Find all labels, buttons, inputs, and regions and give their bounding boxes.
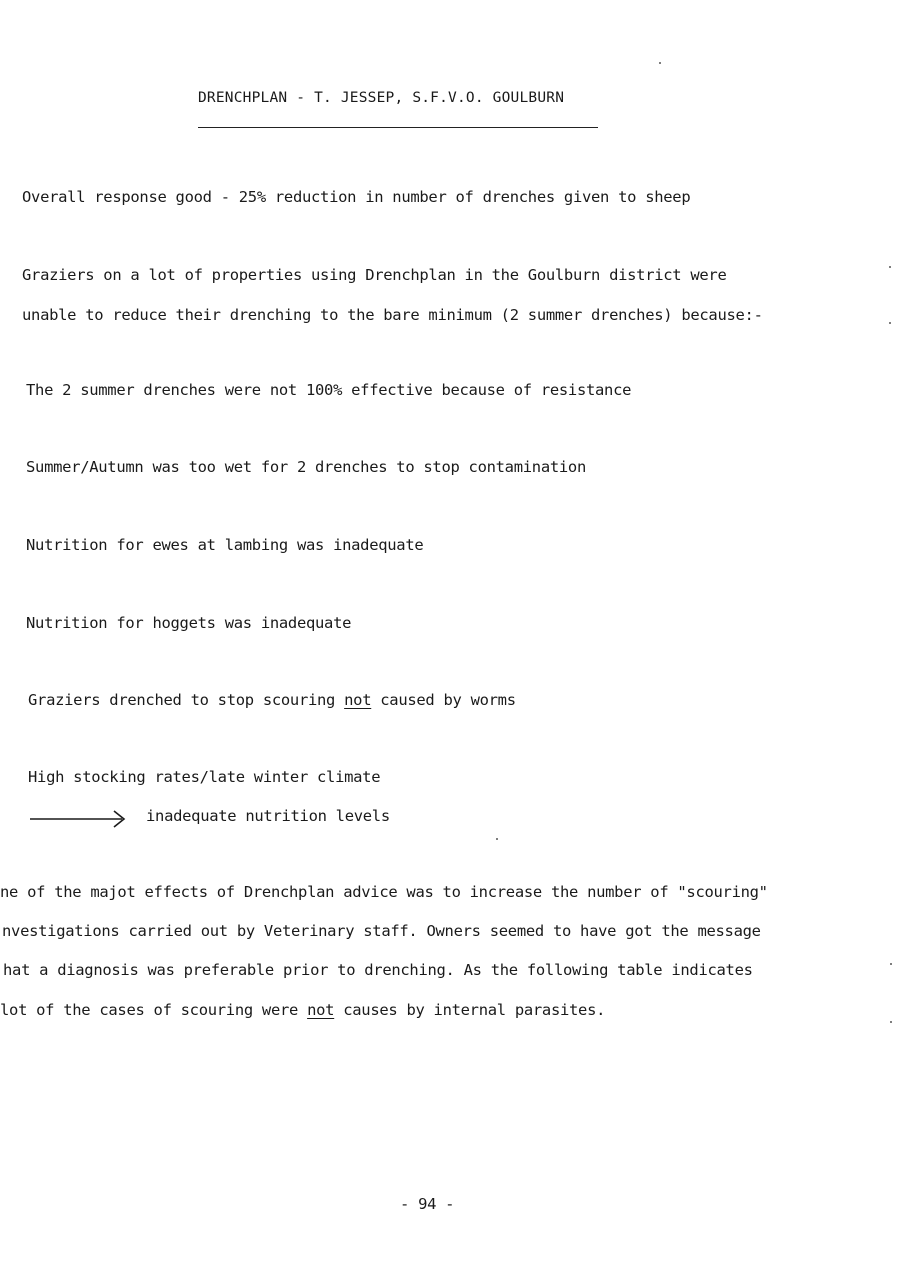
effects-line-4-end: causes by internal parasites. <box>334 1001 606 1019</box>
effects-paragraph-line-3: hat a diagnosis was preferable prior to drenching. As the following table indicates <box>3 961 753 979</box>
document-title: DRENCHPLAN - T. JESSEP, S.F.V.O. GOULBURN <box>198 90 565 106</box>
scan-speck <box>496 838 498 840</box>
title-underline <box>198 127 598 128</box>
reason-scouring-text-end: caused by worms <box>371 691 516 709</box>
emphasis-not: not <box>344 691 372 709</box>
stocking-result: inadequate nutrition levels <box>146 807 390 825</box>
right-arrow-icon <box>30 808 130 830</box>
effects-paragraph-line-4 <box>0 1001 605 1019</box>
graziers-paragraph-line-2: unable to reduce their drenching to the bare minimum (2 summer drenches) because:- <box>22 306 763 324</box>
reason-scouring <box>28 691 516 709</box>
reason-stocking-rates: High stocking rates/late winter climate <box>28 768 381 786</box>
effects-line-4-start: lot of the cases of scouring were <box>0 1001 308 1019</box>
scan-speck <box>889 266 891 268</box>
reason-wet-season: Summer/Autumn was too wet for 2 drenches to stop contamination <box>26 458 586 476</box>
reason-scouring-text-start: Graziers drenched to stop scouring <box>28 691 345 709</box>
effects-paragraph-line-1: ne of the majot effects of Drenchplan advice was to increase the number of "scouring" <box>0 883 768 901</box>
scan-speck <box>659 62 661 64</box>
graziers-paragraph-line-1: Graziers on a lot of properties using Drenchplan in the Goulburn district were <box>22 266 727 284</box>
scan-speck <box>889 322 891 324</box>
scan-speck <box>890 963 892 965</box>
scan-speck <box>890 1021 892 1023</box>
reason-ewe-nutrition: Nutrition for ewes at lambing was inadequate <box>26 536 424 554</box>
reason-resistance: The 2 summer drenches were not 100% effective because of resistance <box>26 381 632 399</box>
emphasis-not-2: not <box>307 1001 335 1019</box>
page-number: - 94 - <box>400 1195 455 1213</box>
reason-hogget-nutrition: Nutrition for hoggets was inadequate <box>26 614 352 632</box>
summary-paragraph: Overall response good - 25% reduction in number of drenches given to sheep <box>22 188 691 206</box>
effects-paragraph-line-2: nvestigations carried out by Veterinary staff. Owners seemed to have got the message <box>2 922 761 940</box>
